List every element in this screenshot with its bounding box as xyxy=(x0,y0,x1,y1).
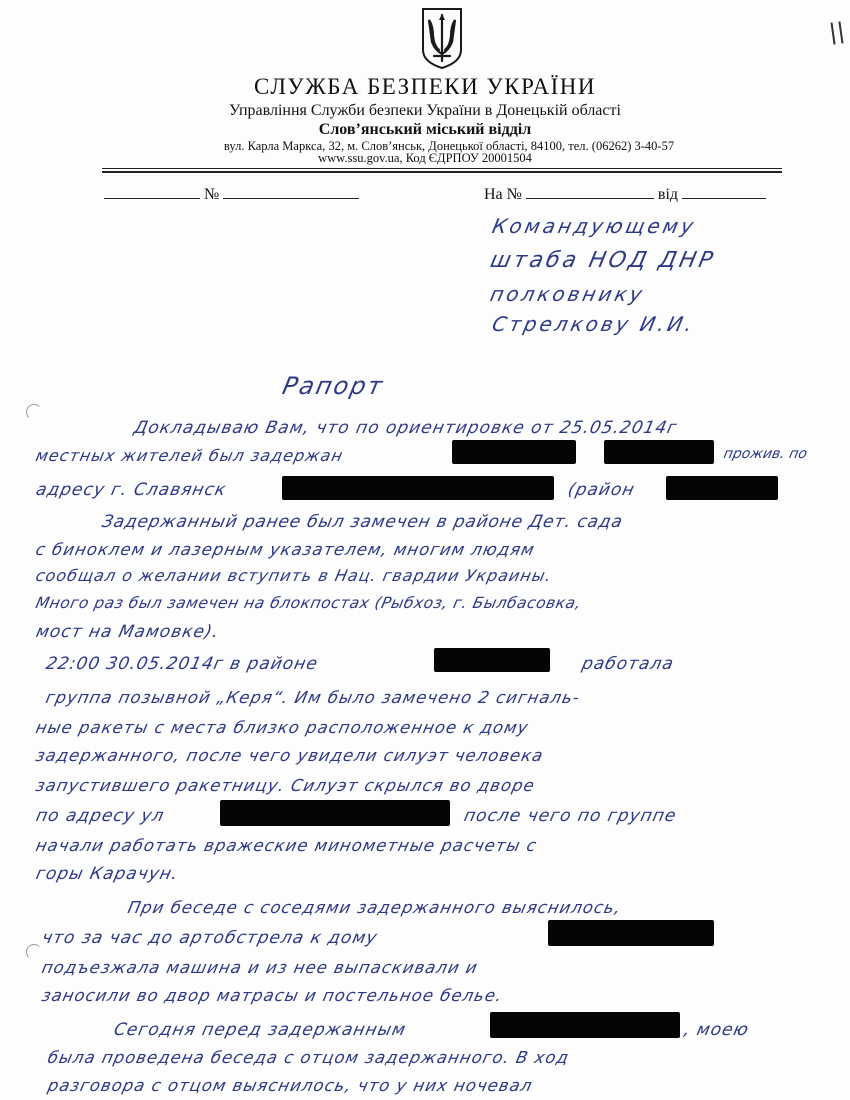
report-line: прожив. по xyxy=(722,446,809,462)
reply-number-row xyxy=(484,184,766,204)
reply-number-blank xyxy=(526,184,654,199)
redacted-block xyxy=(220,800,450,826)
report-line: мост на Мамовке). xyxy=(34,622,222,642)
department-name: Слов’янський міський відділ xyxy=(318,121,532,138)
report-line: что за час до артобстрела к дому xyxy=(40,928,380,948)
corner-mark xyxy=(831,21,844,44)
report-heading: Рапорт xyxy=(280,372,387,400)
redacted-block xyxy=(666,476,778,500)
organization-subtitle: Управління Служби безпеки України в Донецькій області xyxy=(229,102,621,119)
report-line: была проведена беседа с отцом задержанного. В ход xyxy=(46,1048,572,1067)
report-line: 22:00 30.05.2014г в районе xyxy=(44,654,320,674)
addressee-line: штаба НОД ДНР xyxy=(488,248,718,273)
report-line: горы Карачун. xyxy=(34,864,181,884)
reply-number-label: На № xyxy=(484,186,522,203)
redacted-block xyxy=(490,1012,680,1038)
report-line: с биноклем и лазерным указателем, многим людям xyxy=(34,540,537,559)
addressee-line: Стрелкову И.И. xyxy=(490,312,698,336)
report-line: Задержанный ранее был замечен в районе Дет. сада xyxy=(100,512,625,532)
report-line: задержанного, после чего увидели силуэт человека xyxy=(34,746,546,765)
report-line: местных жителей был задержан xyxy=(34,446,346,465)
report-line: адресу г. Славянск xyxy=(34,480,229,500)
outgoing-number-blank xyxy=(223,184,359,199)
report-line: разговора с отцом выяснилось, что у них ночевал xyxy=(46,1076,535,1095)
report-line: подъезжала машина и из нее выпаскивали и xyxy=(40,958,480,977)
letterhead-rule-thin xyxy=(102,168,782,169)
redacted-block xyxy=(452,440,576,464)
report-line: группа позывной „Керя“. Им было замечено 2 сигналь- xyxy=(44,688,582,707)
organization-address: вул. Карла Маркса, 32, м. Слов’янськ, Донецької області, 84100, тел. (06262) 3-40-57 xyxy=(223,139,675,153)
addressee-line: полковнику xyxy=(488,282,648,306)
redacted-block xyxy=(604,440,714,464)
report-line: , моею xyxy=(682,1020,752,1040)
organization-website: www.ssu.gov.ua, Код ЄДРПОУ 20001504 xyxy=(318,151,532,165)
redacted-block xyxy=(434,648,550,672)
report-line: начали работать вражеские минометные расчеты с xyxy=(34,836,539,855)
letterhead-rule-thick xyxy=(102,171,782,173)
report-line: Много раз был замечен на блокпостах (Рыбхоз, г. Былбасовка, xyxy=(34,594,584,612)
addressee-line: Командующему xyxy=(490,214,699,238)
report-line: Сегодня перед задержанным xyxy=(112,1020,409,1040)
report-line: Докладываю Вам, что по ориентировке от 25.05.2014г xyxy=(132,418,680,438)
reply-date-blank xyxy=(682,184,766,199)
reply-date-label: від xyxy=(657,186,679,203)
report-line: (район xyxy=(566,480,637,500)
punch-hole xyxy=(26,404,42,420)
redacted-block xyxy=(282,476,554,500)
outgoing-date-blank xyxy=(104,184,200,199)
report-line: заносили во двор матрасы и постельное белье. xyxy=(40,986,505,1005)
trident-emblem-icon xyxy=(420,6,464,70)
outgoing-number-sign: № xyxy=(204,186,220,203)
report-line: работала xyxy=(580,654,676,674)
outgoing-number-row xyxy=(104,184,359,204)
organization-title: СЛУЖБА БЕЗПЕКИ УКРАЇНИ xyxy=(254,74,596,99)
report-line: по адресу ул xyxy=(34,806,167,826)
report-line: При беседе с соседями задержанного выяснилось, xyxy=(126,898,624,917)
redacted-block xyxy=(548,920,714,946)
report-line: запустившего ракетницу. Силуэт скрылся во дворе xyxy=(34,776,537,795)
report-line: ные ракеты с места близко расположенное к дому xyxy=(34,718,531,737)
report-line: сообщал о желании вступить в Нац. гвардии Украины. xyxy=(34,566,554,585)
report-line: после чего по группе xyxy=(462,806,679,826)
